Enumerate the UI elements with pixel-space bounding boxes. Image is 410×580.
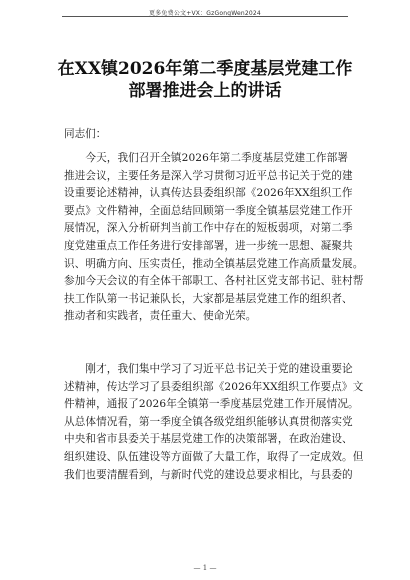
text-line: 推动者和实践者，责任重大、使命光荣。 <box>64 310 257 323</box>
text-line: 组织建设、队伍建设等方面做了大量工作，取得了一定成效。但 <box>64 450 364 463</box>
text-line: 设重要论述精神，认真传达县委组织部《2026年XX组织工作 <box>64 187 353 200</box>
text-line: 要点》文件精神，全面总结回顾第一季度全镇基层党建工作开 <box>64 204 353 217</box>
title-line-2: 部署推进会上的讲话 <box>128 81 282 101</box>
text-line: 件精神，通报了2026年全镇第一季度基层党建工作开展情况。 <box>64 398 359 411</box>
paragraph-2 <box>64 361 364 484</box>
text-line: 推进会议，主要任务是深入学习贯彻习近平总书记关于党的建 <box>64 169 353 182</box>
header-promo-text: 更多免费公文+VX：GzGongWen2024 <box>149 10 261 17</box>
text-line: 度党建重点工作任务进行安排部署，进一步统一思想、凝聚共 <box>64 239 353 252</box>
salutation: 同志们： <box>64 128 107 140</box>
text-line: 我们也要清醒看到，与新时代党的建设总要求相比，与县委的 <box>64 468 353 481</box>
text-line: 今天，我们召开全镇2026年第二季度基层党建工作部署 <box>64 152 349 164</box>
page-number: — 1 — <box>193 564 217 572</box>
header-divider <box>62 16 348 17</box>
text-line: 参加今天会议的有全体干部职工、各村社区党支部书记、驻村帮 <box>64 275 364 288</box>
paragraph-1 <box>64 150 364 326</box>
document-title <box>40 58 370 102</box>
text-line: 述精神，传达学习了县委组织部《2026年XX组织工作要点》文 <box>64 380 364 393</box>
text-line: 展情况，深入分析研判当前工作中存在的短板弱项，对第二季 <box>64 222 353 235</box>
text-line: 从总体情况看，第一季度全镇各级党组织能够认真贯彻落实党 <box>64 415 353 428</box>
text-line: 中央和省市县委关于基层党建工作的决策部署，在政治建设、 <box>64 433 353 446</box>
text-line: 刚才，我们集中学习了习近平总书记关于党的建设重要论 <box>64 363 353 375</box>
title-line-1: 在XX镇2026年第二季度基层党建工作 <box>57 59 353 79</box>
text-line: 识、明确方向、压实责任，推动全镇基层党建工作高质量发展。 <box>64 257 364 270</box>
text-line: 扶工作队第一书记兼队长，大家都是基层党建工作的组织者、 <box>64 292 353 305</box>
page-header <box>0 0 410 17</box>
